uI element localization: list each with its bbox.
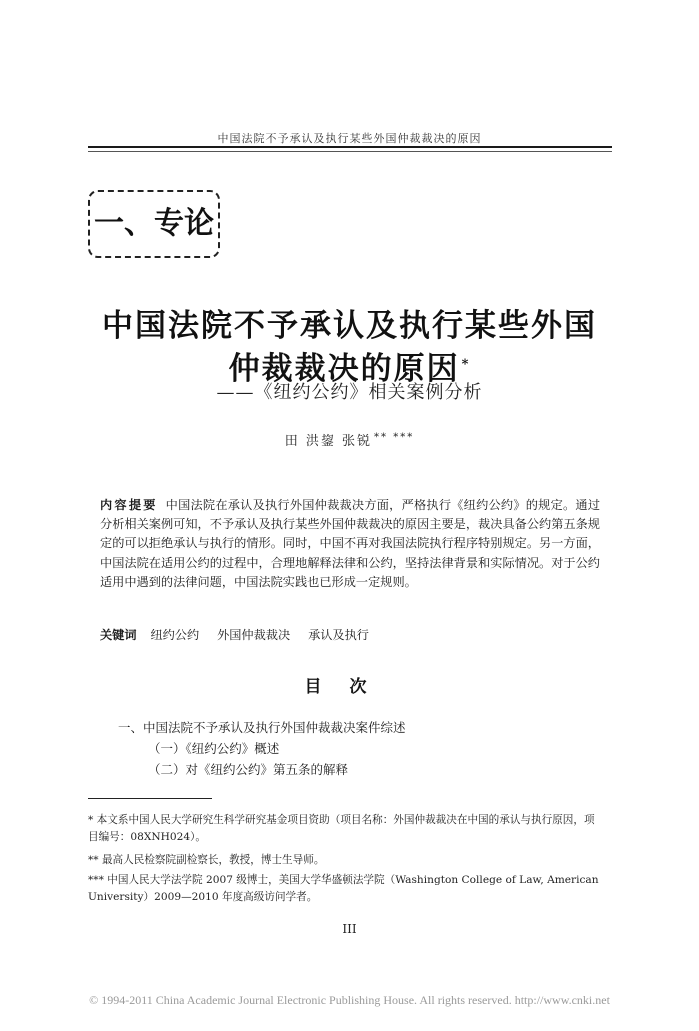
toc-item: （一）《纽约公约》概述 <box>148 741 280 756</box>
keyword-item: 纽约公约 <box>150 628 200 642</box>
section-label: 一、专论 <box>94 206 214 241</box>
footnote-1: * 本文系中国人民大学研究生科学研究基金项目资助（项目名称：外国仲裁裁决在中国的承认与执行原因，项目编号：08XNH024）。 <box>88 814 595 843</box>
article-title-line1: 中国法院不予承认及执行某些外国 <box>102 308 597 344</box>
abstract-text: 中国法院在承认及执行外国仲裁裁决方面，严格执行《纽约公约》的规定。通过分析相关案例可知，不予承认及执行某些外国仲裁裁决的原因主要是，裁决具备公约第五条规定的可以拒绝承认与执行的情形。同时，中国不再对我国法院执行程序特别规定。另一方面，中国法院在适用公约的过程中，合理地解释法律和公约，坚持法律背景和实际情况。对于公约适用中遇到的法律问题，中国法院实践也已形成一定规则。 <box>100 498 601 589</box>
page-number: III <box>342 922 357 936</box>
article-subtitle: ——《纽约公约》相关案例分析 <box>216 382 483 403</box>
keyword-item: 外国仲裁裁决 <box>217 628 291 642</box>
abstract-label: 内容提要 <box>100 498 158 512</box>
keywords-label: 关键词 <box>100 628 137 642</box>
running-head: 中国法院不予承认及执行某些外国仲裁裁决的原因 <box>217 132 482 145</box>
toc-title: 目次 <box>304 677 395 697</box>
author-names: 田 洪鋆 张锐 <box>284 434 373 449</box>
toc-item: （二）对《纽约公约》第五条的解释 <box>148 762 349 777</box>
abstract <box>100 496 600 592</box>
footnote-rule <box>88 798 212 799</box>
author-line <box>0 430 699 449</box>
copyright-notice: © 1994-2011 China Academic Journal Electronic Publishing House. All rights reserved. http://www.cnki.net <box>89 993 610 1007</box>
section-label-box <box>88 190 218 256</box>
title-footnote-mark: * <box>461 356 471 372</box>
article-title-line2-text: 仲裁裁决的原因 <box>228 351 460 387</box>
header-rule-thick <box>88 146 612 148</box>
author-footnote-marks: ** *** <box>374 431 415 443</box>
header-rule-thin <box>88 151 612 152</box>
keywords <box>100 626 600 643</box>
footnote-2: ** 最高人民检察院副检察长，教授，博士生导师。 <box>88 854 325 866</box>
keyword-item: 承认及执行 <box>308 628 369 642</box>
toc-item: 一、中国法院不予承认及执行外国仲裁裁决案件综述 <box>118 720 406 735</box>
footnote-3: *** 中国人民大学法学院 2007 级博士，美国大学华盛顿法学院（Washington College of Law, American University）2009—2010 年度高级访问学者。 <box>88 874 599 903</box>
